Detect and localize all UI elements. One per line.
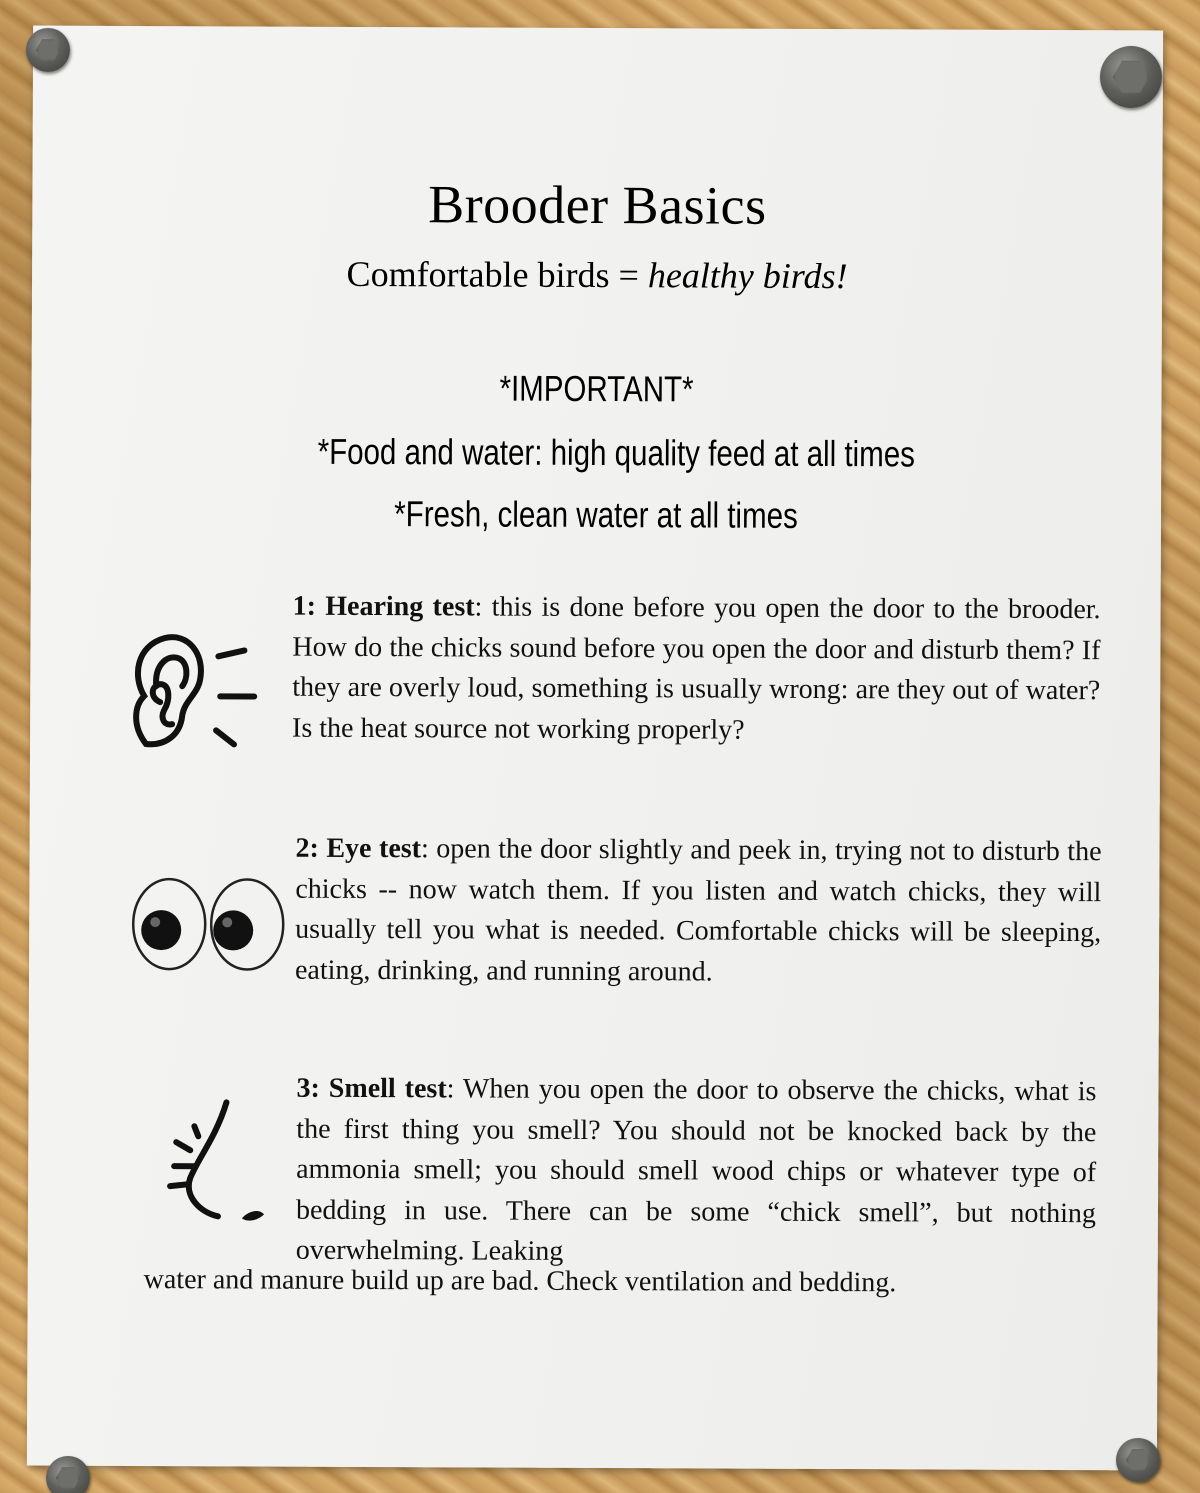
poster-title: Brooder Basics — [428, 174, 767, 236]
brooder-basics-poster — [27, 26, 1163, 1471]
smell-test-body: : When you open the door to observe the chicks, what is the first thing you smell? You should not be knocked back by the ammonia smell; you should smell wood chips or whatever type of bedding in use. There can be some “chick smell”, but nothing overwhelming. Leaking — [295, 1073, 1097, 1267]
subtitle-italic: healthy birds! — [647, 255, 848, 297]
screw-top-left — [26, 28, 70, 72]
screw-head-icon — [1113, 59, 1149, 95]
subtitle-plain: Comfortable birds = — [346, 253, 648, 296]
screw-head-icon — [1126, 1448, 1150, 1472]
smell-test-section — [296, 1069, 1097, 1275]
important-item-food: *Food and water: high quality feed at all times — [317, 430, 916, 475]
smell-test-heading: 3: Smell test — [296, 1072, 447, 1105]
screw-head-icon — [56, 1466, 80, 1490]
eye-test-section — [295, 829, 1102, 995]
screw-head-icon — [36, 38, 60, 62]
screw-bottom-left — [46, 1456, 90, 1493]
hearing-test-body: : this is done before you open the door to the brooder. How do the chicks sound before you open the door and disturb them? If they are overly loud, something is usually wrong: are they out of water? Is the heat source not working properly? — [292, 591, 1101, 746]
screw-bottom-right — [1116, 1438, 1160, 1482]
eye-test-body: : open the door slightly and peek in, trying not to disturb the chicks -- now watch them. If you listen and watch chicks, they will usually tell you what is needed. Comfortable chicks will be sleeping, eating, drinking, and running around. — [294, 833, 1102, 988]
poster-subtitle — [32, 252, 1162, 299]
screw-top-right — [1100, 46, 1162, 108]
eyes-icon — [129, 874, 289, 975]
important-item-water: *Fresh, clean water at all times — [394, 493, 798, 536]
hearing-test-heading: 1: Hearing test — [292, 590, 475, 623]
hearing-test-section — [292, 587, 1101, 753]
eye-test-heading: 2: Eye test — [295, 832, 422, 865]
ear-icon — [126, 626, 267, 752]
nose-icon — [164, 1096, 275, 1226]
important-heading: *IMPORTANT* — [499, 367, 694, 410]
smell-test-final-line: water and manure build up are bad. Check ventilation and bedding. — [143, 1264, 897, 1299]
